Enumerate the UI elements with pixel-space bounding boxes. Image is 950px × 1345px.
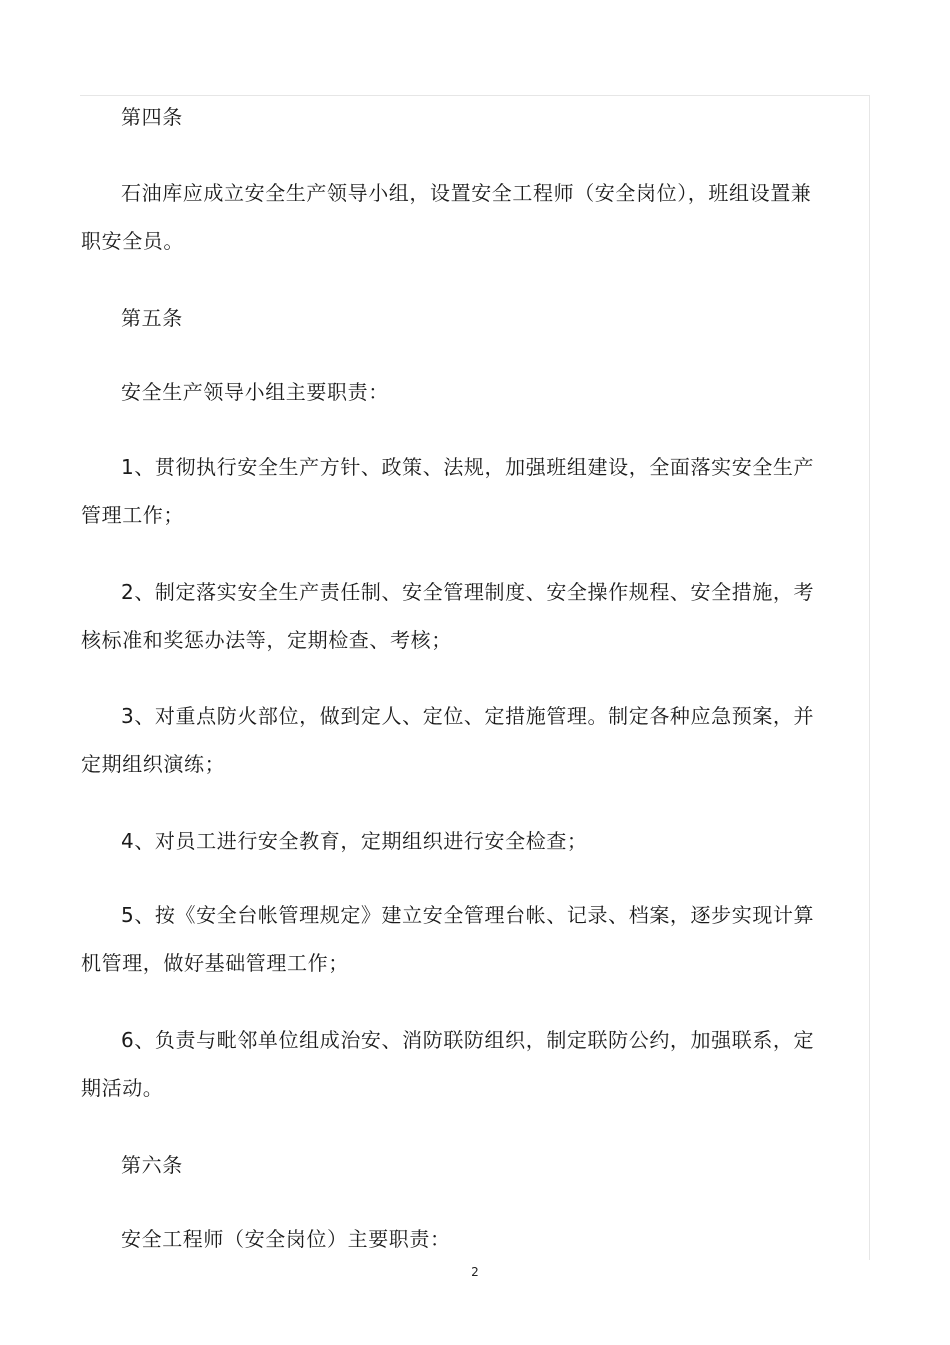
page-frame-right-border (869, 95, 870, 1260)
article-5-intro: 安全生产领导小组主要职责： (121, 380, 389, 404)
article-4-text: 石油库应成立安全生产领导小组，设置安全工程师（安全岗位），班组设置兼职安全员。 (81, 181, 812, 253)
article-6-intro: 安全工程师（安全岗位）主要职责： (121, 1227, 451, 1251)
article-5-item-3: 3、对重点防火部位，做到定人、定位、定措施管理。制定各种应急预案，并定期组织演练； (81, 704, 815, 776)
article-5-heading: 第五条 (121, 306, 183, 330)
article-5-item-2: 2、制定落实安全生产责任制、安全管理制度、安全操作规程、安全措施，考核标准和奖惩办法等，定期检查、考核； (81, 580, 815, 652)
article-5-item-5: 5、按《安全台帐管理规定》建立安全管理台帐、记录、档案，逐步实现计算机管理，做好基础管理工作； (81, 903, 815, 975)
article-5-item-6: 6、负责与毗邻单位组成治安、消防联防组织，制定联防公约，加强联系，定期活动。 (81, 1028, 815, 1100)
article-5-item-4: 4、对员工进行安全教育，定期组织进行安全检查； (121, 829, 588, 853)
article-4-heading: 第四条 (121, 105, 183, 129)
article-6-heading: 第六条 (121, 1153, 183, 1177)
page-number: 2 (471, 1265, 479, 1279)
article-5-item-1: 1、贯彻执行安全生产方针、政策、法规，加强班组建设，全面落实安全生产管理工作； (81, 455, 815, 527)
